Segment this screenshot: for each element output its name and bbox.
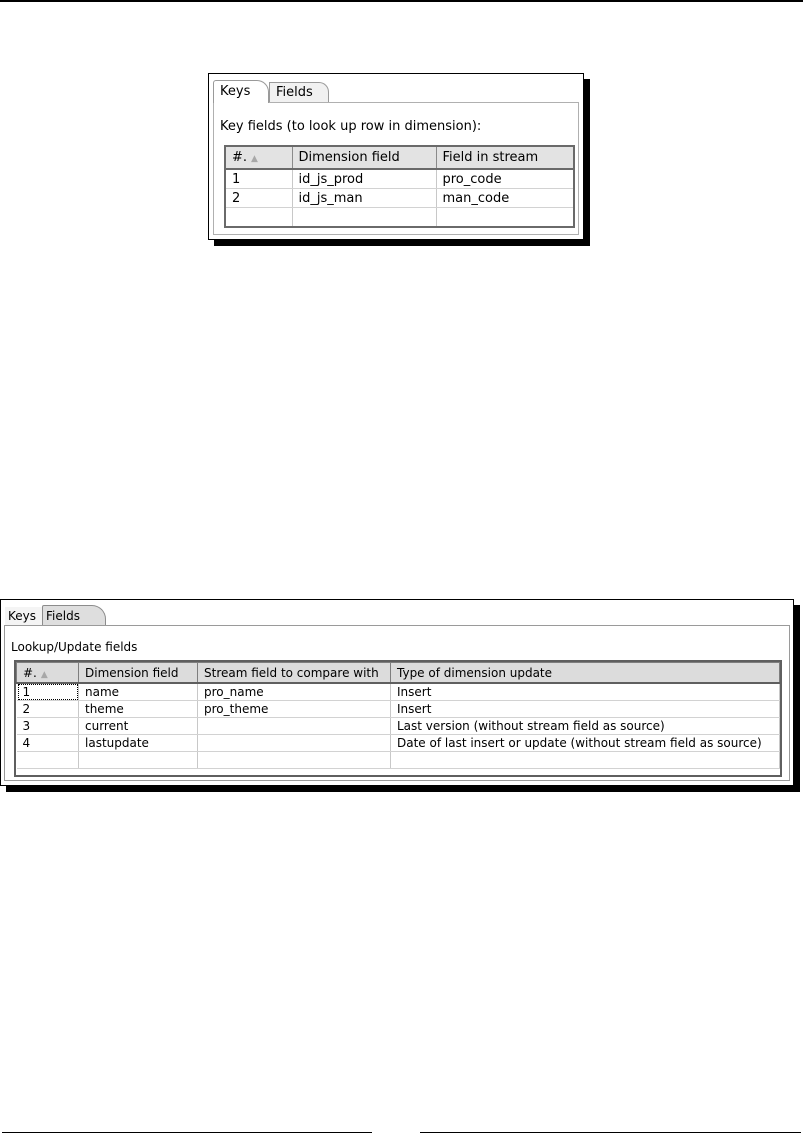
key-fields-caption: Key fields (to look up row in dimension): xyxy=(220,119,482,134)
column-header-label: #. xyxy=(23,665,37,680)
tab-fields[interactable]: Fields xyxy=(42,605,106,626)
page-top-rule xyxy=(0,0,803,2)
column-header-number[interactable] xyxy=(225,146,292,169)
tab-bar xyxy=(209,74,583,102)
field-in-stream-cell[interactable] xyxy=(436,208,574,228)
sort-ascending-icon: ▲ xyxy=(251,154,258,164)
table-header-row xyxy=(17,663,780,684)
table-header-row xyxy=(225,146,574,169)
lookup-update-table-frame xyxy=(14,660,782,777)
update-type-cell[interactable]: Insert xyxy=(391,701,780,718)
column-header-number[interactable] xyxy=(17,663,79,684)
table-row[interactable] xyxy=(225,169,574,189)
key-fields-table xyxy=(224,145,575,228)
keys-tab-screenshot xyxy=(208,73,584,240)
field-in-stream-cell[interactable]: man_code xyxy=(436,189,574,208)
lookup-update-table xyxy=(16,662,780,769)
update-type-cell[interactable]: Insert xyxy=(391,683,780,701)
column-header-dimension-field[interactable]: Dimension field xyxy=(292,146,436,169)
dimension-field-cell[interactable]: name xyxy=(79,683,198,701)
table-row[interactable] xyxy=(17,701,780,718)
page-footer-rule-left xyxy=(2,1132,372,1133)
stream-field-cell[interactable]: pro_name xyxy=(198,683,391,701)
sort-ascending-icon: ▲ xyxy=(40,669,48,680)
dimension-field-cell[interactable]: id_js_man xyxy=(292,189,436,208)
dimension-field-cell[interactable]: current xyxy=(79,718,198,735)
column-header-dimension-field[interactable]: Dimension field xyxy=(79,663,198,684)
table-row-empty[interactable] xyxy=(225,208,574,228)
table-row[interactable] xyxy=(17,735,780,752)
tab-keys[interactable]: Keys xyxy=(5,607,42,626)
field-in-stream-cell[interactable]: pro_code xyxy=(436,169,574,189)
row-number-cell[interactable] xyxy=(17,752,79,769)
tab-fields[interactable]: Fields xyxy=(269,82,329,103)
fields-tab-screenshot xyxy=(0,599,794,786)
page-footer-rule-right xyxy=(420,1132,801,1133)
dimension-field-cell[interactable]: id_js_prod xyxy=(292,169,436,189)
row-number-cell[interactable]: 4 xyxy=(17,735,79,752)
lookup-update-caption: Lookup/Update fields xyxy=(11,640,138,654)
tab-keys[interactable]: Keys xyxy=(213,80,269,103)
row-number-cell[interactable]: 1 xyxy=(17,683,79,701)
update-type-cell[interactable] xyxy=(391,752,780,769)
table-row-empty[interactable] xyxy=(17,752,780,769)
table-row[interactable] xyxy=(17,683,780,701)
keys-panel xyxy=(213,102,579,235)
fields-panel xyxy=(4,625,790,781)
row-number-cell[interactable]: 3 xyxy=(17,718,79,735)
row-number-cell[interactable]: 2 xyxy=(17,701,79,718)
column-header-label: #. xyxy=(232,150,248,165)
row-number-cell[interactable]: 1 xyxy=(225,169,292,189)
column-header-update-type[interactable]: Type of dimension update xyxy=(391,663,780,684)
column-header-field-in-stream[interactable]: Field in stream xyxy=(436,146,574,169)
stream-field-cell[interactable] xyxy=(198,735,391,752)
table-row[interactable] xyxy=(17,718,780,735)
dimension-field-cell[interactable] xyxy=(79,752,198,769)
dimension-field-cell[interactable] xyxy=(292,208,436,228)
update-type-cell[interactable]: Last version (without stream field as source) xyxy=(391,718,780,735)
dimension-field-cell[interactable]: lastupdate xyxy=(79,735,198,752)
row-number-cell[interactable] xyxy=(225,208,292,228)
column-header-stream-field[interactable]: Stream field to compare with xyxy=(198,663,391,684)
row-number-cell[interactable]: 2 xyxy=(225,189,292,208)
dimension-field-cell[interactable]: theme xyxy=(79,701,198,718)
table-row[interactable] xyxy=(225,189,574,208)
stream-field-cell[interactable]: pro_theme xyxy=(198,701,391,718)
stream-field-cell[interactable] xyxy=(198,718,391,735)
stream-field-cell[interactable] xyxy=(198,752,391,769)
update-type-cell[interactable]: Date of last insert or update (without stream field as source) xyxy=(391,735,780,752)
